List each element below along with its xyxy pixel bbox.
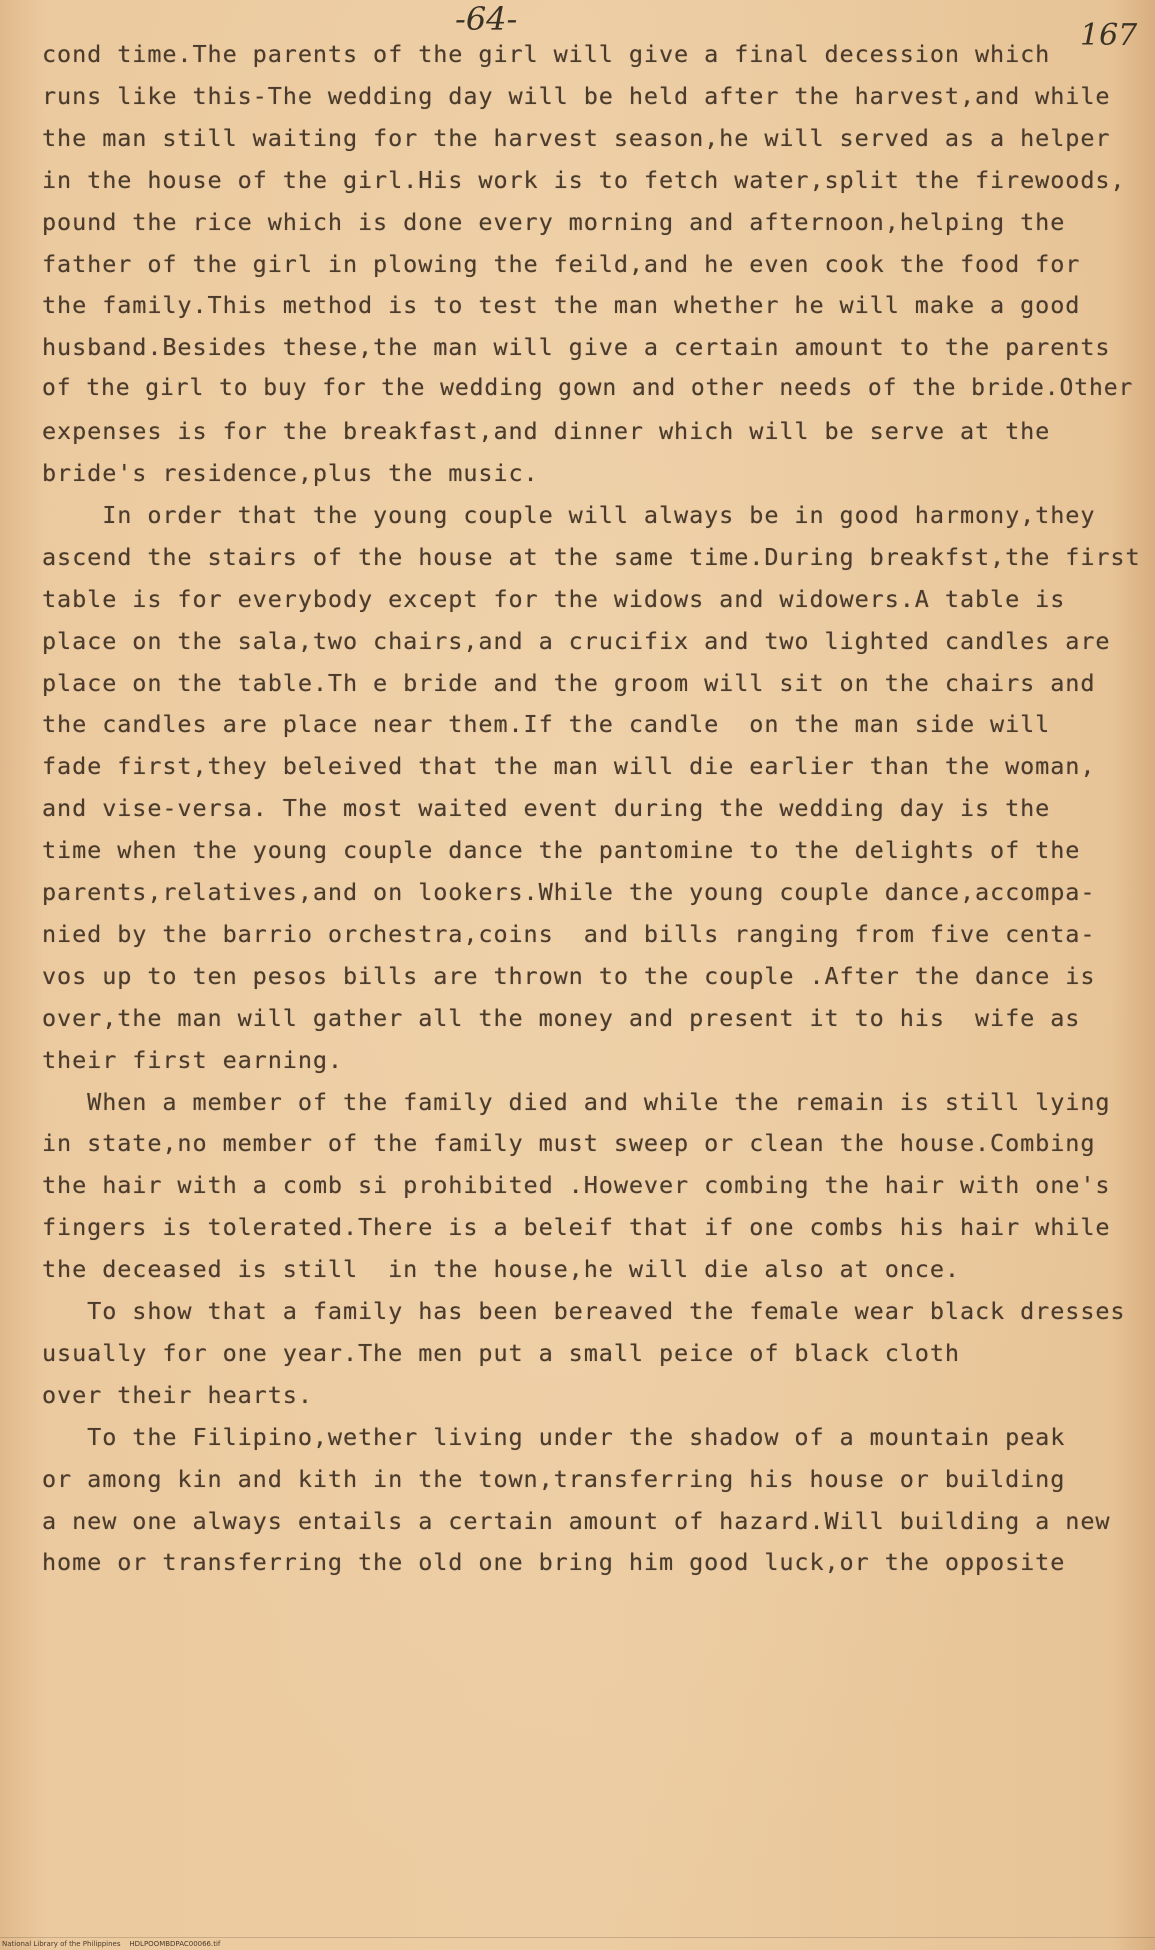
text-line: the deceased is still in the house,he will die also at once. <box>42 1255 960 1283</box>
text-line: To show that a family has been bereaved the female wear black dresses <box>42 1297 1126 1325</box>
text-line: runs like this-The wedding day will be held after the harvest,and while <box>42 82 1111 110</box>
text-line: husband.Besides these,the man will give a certain amount to the parents <box>42 333 1111 361</box>
text-line: or among kin and kith in the town,transferring his house or building <box>42 1465 1066 1493</box>
text-line: and vise-versa. The most waited event during the wedding day is the <box>42 794 1051 822</box>
text-line: over their hearts. <box>42 1381 313 1409</box>
text-line: the family.This method is to test the man whether he will make a good <box>42 291 1081 319</box>
text-line: nied by the barrio orchestra,coins and bills ranging from five centa- <box>42 920 1096 948</box>
text-line: over,the man will gather all the money and present it to his wife as <box>42 1004 1081 1032</box>
text-line: fade first,they beleived that the man will die earlier than the woman, <box>42 752 1096 780</box>
text-line: father of the girl in plowing the feild,and he even cook the food for <box>42 250 1081 278</box>
text-line: bride's residence,plus the music. <box>42 459 539 487</box>
text-line: in the house of the girl.His work is to fetch water,split the firewoods, <box>42 166 1126 194</box>
text-line: the hair with a comb si prohibited .However combing the hair with one's <box>42 1171 1111 1199</box>
text-line: of the girl to buy for the wedding gown and other needs of the bride.Other <box>42 375 1134 401</box>
page-number: -64- <box>455 0 518 38</box>
text-line: usually for one year.The men put a small peice of black cloth <box>42 1339 960 1367</box>
text-line: fingers is tolerated.There is a beleif that if one combs his hair while <box>42 1213 1111 1241</box>
text-line: the man still waiting for the harvest season,he will served as a helper <box>42 124 1111 152</box>
text-line: pound the rice which is done every morning and afternoon,helping the <box>42 208 1066 236</box>
text-line: When a member of the family died and while the remain is still lying <box>42 1088 1111 1116</box>
footer-rule <box>0 1937 1155 1938</box>
text-line: place on the sala,two chairs,and a crucifix and two lighted candles are <box>42 627 1111 655</box>
text-line: ascend the stairs of the house at the same time.During breakfst,the first <box>42 543 1141 571</box>
folio-number: 167 <box>1080 18 1138 53</box>
text-line: in state,no member of the family must sweep or clean the house.Combing <box>42 1129 1096 1157</box>
text-line: home or transferring the old one bring him good luck,or the opposite <box>42 1548 1066 1576</box>
text-line: In order that the young couple will always be in good harmony,they <box>42 501 1096 529</box>
text-line: place on the table.Th e bride and the groom will sit on the chairs and <box>42 669 1096 697</box>
text-line: a new one always entails a certain amount of hazard.Will building a new <box>42 1507 1111 1535</box>
text-line: vos up to ten pesos bills are thrown to the couple .After the dance is <box>42 962 1096 990</box>
text-line: time when the young couple dance the pantomine to the delights of the <box>42 836 1081 864</box>
text-line: To the Filipino,wether living under the shadow of a mountain peak <box>42 1423 1066 1451</box>
text-line: expenses is for the breakfast,and dinner which will be serve at the <box>42 417 1051 445</box>
text-line: their first earning. <box>42 1046 343 1074</box>
scan-footer: National Library of the Philippines HDLPOOMBDPAC00066.tif <box>2 1940 221 1948</box>
text-line: the candles are place near them.If the candle on the man side will <box>42 710 1051 738</box>
text-line: cond time.The parents of the girl will give a final decession which <box>42 40 1051 68</box>
text-line: table is for everybody except for the widows and widowers.A table is <box>42 585 1066 613</box>
text-line: parents,relatives,and on lookers.While the young couple dance,accompa- <box>42 878 1096 906</box>
